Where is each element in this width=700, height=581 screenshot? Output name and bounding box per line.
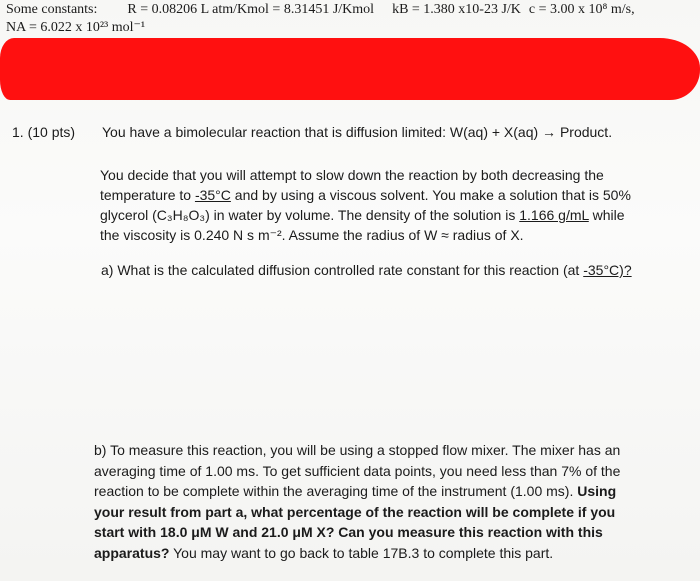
paragraph-line-3-pre: glycerol (C₃H₈O₃) in water by volume. The density of the solution is	[100, 207, 520, 223]
question-number: 1. (10 pts)	[12, 124, 76, 140]
paragraph-line-3	[100, 205, 680, 225]
part-b-question	[94, 440, 684, 563]
temperature-value: -35°C	[194, 187, 231, 203]
part-b-line-6-bold: apparatus?	[94, 544, 170, 561]
part-a-temperature: -35°C)?	[583, 262, 632, 278]
density-value: 1.166 g/mL	[519, 207, 589, 223]
paragraph-line-2	[100, 185, 680, 205]
boltzmann-constant: kB = 1.380 x10-23 J/K	[392, 2, 521, 17]
paragraph-line-1: You decide that you will attempt to slow down the reaction by both decreasing the	[100, 167, 604, 183]
constants-line-2	[6, 19, 145, 36]
paragraph-line-2-post: and by using a viscous solvent. You make a solution that is 50%	[230, 187, 631, 203]
paragraph-line-2-pre: temperature to	[100, 187, 195, 203]
question-intro: You have a bimolecular reaction that is diffusion limited: W(aq) + X(aq) → Product.	[102, 124, 613, 140]
part-b-line-4: your result from part a, what percentage of the reaction will be complete if you	[94, 503, 616, 520]
part-a-question	[101, 262, 632, 278]
gas-constant: R = 0.08206 L atm/Kmol = 8.31451 J/Kmol	[127, 2, 375, 17]
part-b-line-5: start with 18.0 μM W and 21.0 μM X? Can you measure this reaction with this	[94, 524, 603, 540]
question-paragraph	[100, 165, 680, 245]
avogadro-constant: NA = 6.022 x 10²³ mol⁻¹	[6, 20, 146, 35]
paragraph-line-3-post: while	[588, 207, 625, 223]
part-b-line-3	[94, 481, 684, 502]
redaction-bar	[0, 38, 700, 100]
part-b-line-6-normal: You may want to go back to table 17B.3 to complete this part.	[169, 544, 554, 561]
part-b-line-2: averaging time of 1.00 ms. To get sufficient data points, you need less than 7% of the	[94, 462, 621, 479]
constants-heading: Some constants:	[6, 2, 98, 17]
part-b-line-6	[94, 543, 684, 564]
part-a-text: a) What is the calculated diffusion controlled rate constant for this reaction (at	[101, 262, 584, 278]
speed-of-light: c = 3.00 x 10⁸ m/s,	[528, 2, 635, 17]
part-b-line-1: b) To measure this reaction, you will be using a stopped flow mixer. The mixer has an	[94, 442, 621, 458]
constants-line-1	[6, 2, 635, 18]
part-b-line-3-bold: Using	[577, 483, 617, 499]
part-b-line-3-normal: reaction to be complete within the averaging time of the instrument (1.00 ms).	[94, 483, 578, 499]
paragraph-line-4: the viscosity is 0.240 N s m⁻². Assume the radius of W ≈ radius of X.	[100, 227, 524, 243]
